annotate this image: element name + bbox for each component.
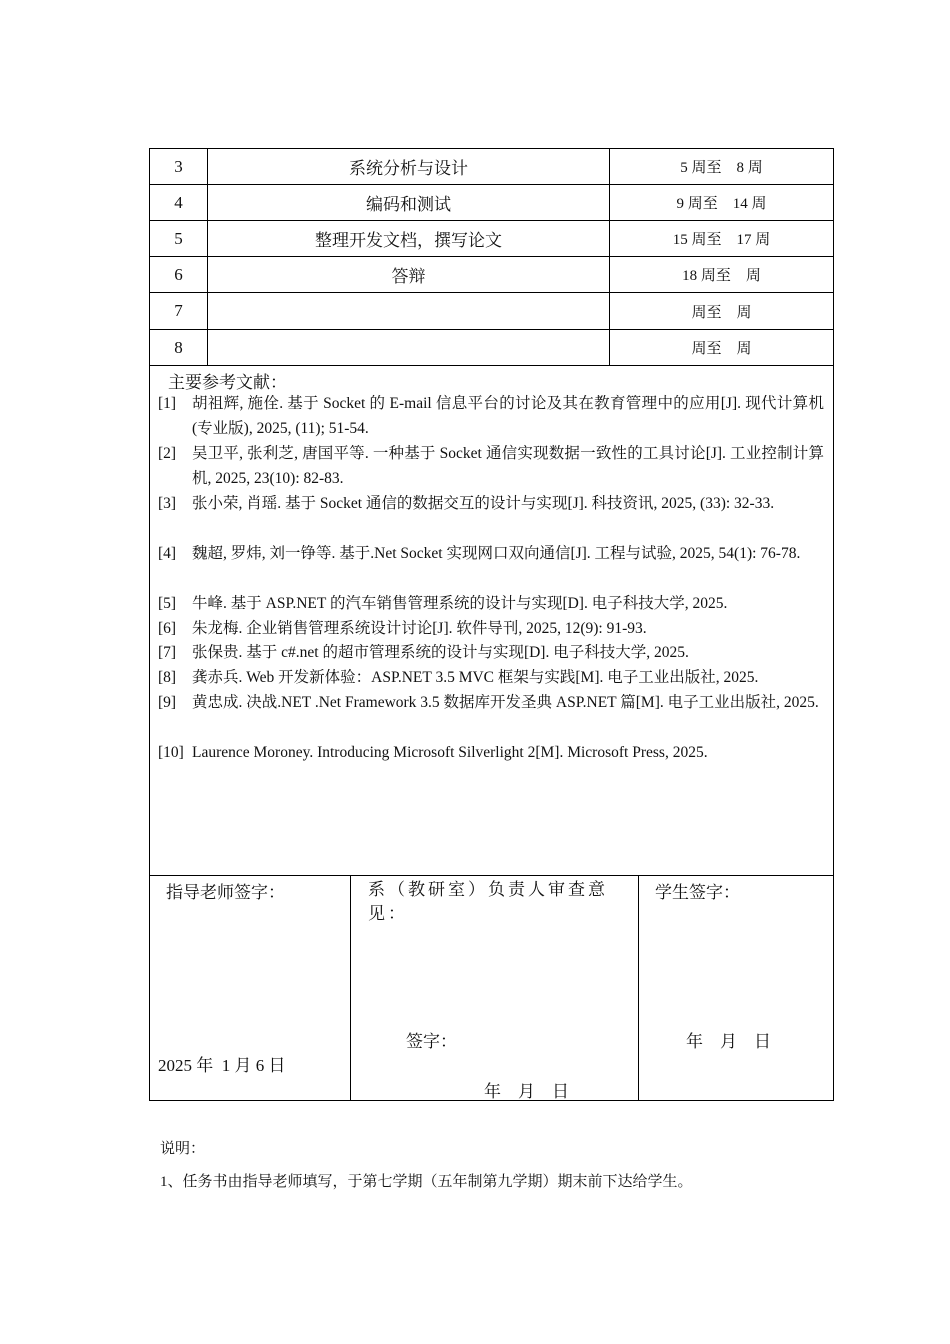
row-number: 3 (174, 156, 183, 176)
reference-text: Laurence Moroney. Introducing Microsoft Silverlight 2[M]. Microsoft Press, 2025. (192, 744, 708, 761)
reference-text: 牛峰. 基于 ASP.NET 的汽车销售管理系统的设计与实现[D]. 电子科技大学, 2025. (192, 595, 728, 612)
task-name (208, 330, 609, 365)
reference-tag: [6] (158, 620, 177, 637)
grid-line (149, 875, 834, 876)
grid-line (638, 875, 639, 1101)
grid-line (149, 365, 834, 366)
advisor-date: 2025 年 1 月 6 日 (158, 1056, 286, 1075)
department-review-label: 系（教研室）负责人审查意见： (368, 880, 608, 923)
reference-item (158, 391, 824, 441)
grid-line (350, 875, 351, 1101)
row-number: 7 (174, 301, 183, 320)
reference-text: 朱龙梅. 企业销售管理系统设计讨论[J]. 软件导刊, 2025, 12(9): 91-93. (192, 620, 647, 637)
reference-tag: [3] (158, 495, 177, 512)
reference-item (158, 616, 824, 641)
reference-tag: [7] (158, 644, 177, 661)
row-number: 4 (174, 192, 183, 212)
task-name (208, 293, 609, 329)
reference-item (158, 640, 824, 665)
task-period: 5 周至 8 周 (680, 160, 763, 176)
reference-item (158, 740, 824, 765)
student-signature-label: 学生签字： (655, 883, 740, 902)
task-period: 15 周至 17 周 (672, 232, 771, 248)
reference-item (158, 541, 824, 566)
notes-item: 1、任务书由指导老师填写，于第七学期（五年制第九学期）期末前下达给学生。 (160, 1174, 693, 1190)
row-number: 8 (174, 337, 183, 357)
task-name: 编码和测试 (366, 195, 451, 214)
reference-tag: [5] (158, 595, 177, 612)
row-number: 5 (174, 228, 183, 248)
notes-heading: 说明： (160, 1141, 206, 1157)
task-period: 9 周至 14 周 (676, 196, 767, 212)
references-title: 主要参考文献： (168, 373, 287, 392)
task-name: 系统分析与设计 (349, 159, 468, 178)
department-date: 年 月 日 (484, 1082, 569, 1101)
reference-item (158, 690, 824, 715)
student-date: 年 月 日 (686, 1032, 771, 1051)
reference-item (158, 665, 824, 690)
reference-tag: [10] (158, 744, 184, 761)
reference-item (158, 591, 824, 616)
task-name: 答辩 (391, 267, 426, 286)
reference-item (158, 491, 824, 516)
reference-text: 魏超, 罗炜, 刘一铮等. 基于.Net Socket 实现网口双向通信[J]. 工程与试验, 2025, 54(1): 76-78. (192, 545, 801, 562)
reference-text: 张保贵. 基于 c#.net 的超市管理系统的设计与实现[D]. 电子科技大学, 2025. (192, 644, 689, 661)
reference-text: 黄忠成. 决战.NET .Net Framework 3.5 数据库开发圣典 ASP.NET 篇[M]. 电子工业出版社, 2025. (192, 694, 819, 711)
task-name: 整理开发文档，撰写论文 (315, 231, 502, 250)
reference-tag: [4] (158, 545, 177, 562)
reference-text: 胡祖辉, 施佺. 基于 Socket 的 E-mail 信息平台的讨论及其在教育管理中的应用[J]. 现代计算机(专业版), 2025, (11); 51-54. (192, 395, 824, 437)
reference-tag: [1] (158, 395, 177, 412)
department-signature-label: 签字： (406, 1032, 457, 1051)
task-period: 18 周至 周 (682, 268, 761, 284)
task-period: 周至 周 (691, 304, 752, 321)
reference-tag: [9] (158, 694, 177, 711)
reference-item (158, 441, 824, 491)
reference-text: 张小荣, 肖瑶. 基于 Socket 通信的数据交互的设计与实现[J]. 科技资讯, 2025, (33): 32-33. (192, 495, 775, 512)
reference-tag: [8] (158, 669, 177, 686)
reference-text: 吴卫平, 张利芝, 唐国平等. 一种基于 Socket 通信实现数据一致性的工具讨论[J]. 工业控制计算机, 2025, 23(10): 82-83. (192, 445, 824, 487)
advisor-signature-label: 指导老师签字： (166, 883, 285, 902)
reference-text: 龚赤兵. Web 开发新体验：ASP.NET 3.5 MVC 框架与实践[M]. 电子工业出版社, 2025. (192, 669, 759, 686)
task-period: 周至 周 (691, 341, 752, 357)
row-number: 6 (174, 264, 183, 284)
reference-tag: [2] (158, 445, 177, 462)
